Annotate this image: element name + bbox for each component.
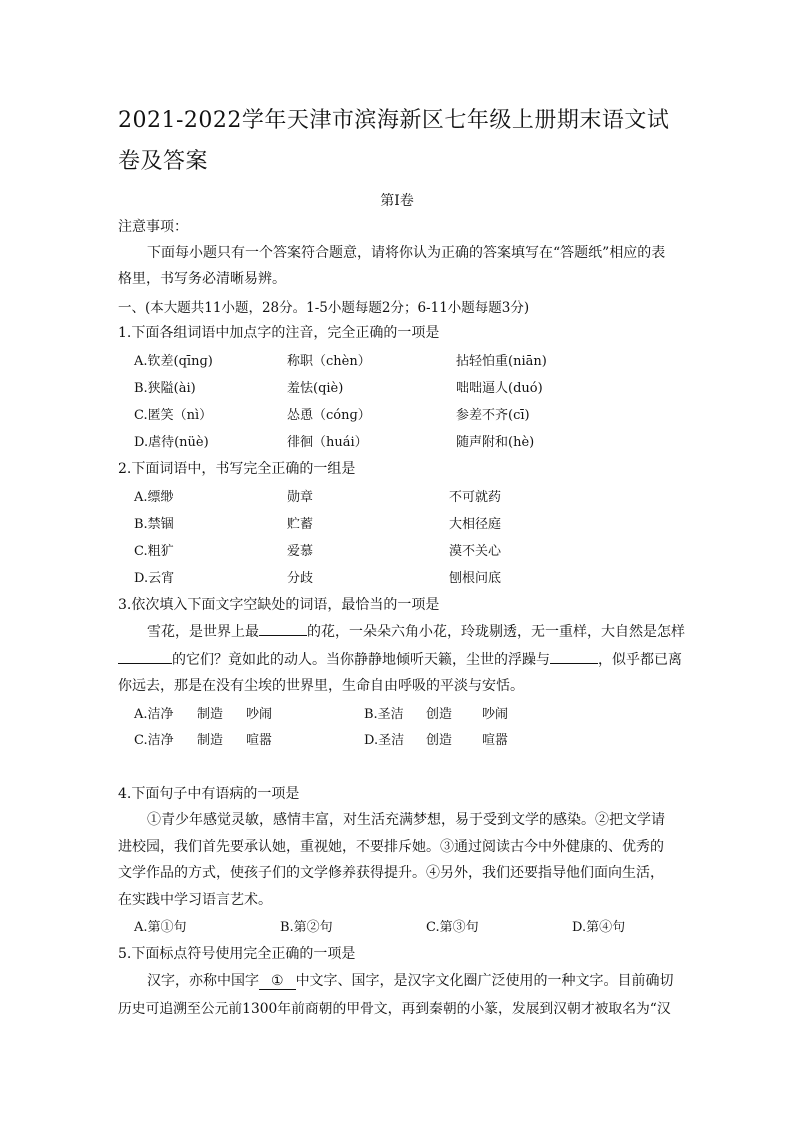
question-1-stem: 1.下面各组词语中加点字的注音，完全正确的一项是 bbox=[118, 325, 440, 341]
option-cell: D.虐待(nüè) bbox=[134, 435, 209, 450]
option-cell: 刨根问底 bbox=[449, 571, 502, 586]
option-cell: 勋章 bbox=[287, 490, 314, 505]
question-4-passage-line: 在实践中学习语言艺术。 bbox=[118, 892, 272, 908]
option-cell: D.云宵 bbox=[134, 571, 175, 586]
option-cell: 大相径庭 bbox=[449, 517, 502, 532]
option-cell: 拈轻怕重(niān) bbox=[456, 354, 547, 369]
page-title: 2021-2022学年天津市滨海新区七年级上册期末语文试卷及答案 bbox=[118, 108, 670, 174]
option-cell: 吵闹 bbox=[246, 707, 273, 722]
option-cell: 不可就药 bbox=[449, 490, 502, 505]
option-cell: 咄咄逼人(duó) bbox=[456, 381, 543, 396]
passage-text: 的花，一朵朵六角小花，玲珑剔透，无一重样，大自然是怎样 bbox=[307, 624, 685, 640]
option-cell: 吵闹 bbox=[482, 707, 509, 722]
punctuation-blank: ① bbox=[259, 973, 296, 990]
option-cell: A.第①句 bbox=[134, 920, 187, 935]
fill-blank bbox=[550, 649, 598, 664]
question-2-stem: 2.下面词语中，书写完全正确的一组是 bbox=[118, 461, 356, 477]
question-3-stem: 3.依次填入下面文字空缺处的词语，最恰当的一项是 bbox=[118, 597, 440, 613]
option-cell: 喧嚣 bbox=[246, 733, 273, 748]
question-5-passage-line: 历史可追溯至公元前1300年前商朝的甲骨文，再到秦朝的小篆，发展到汉朝才被取名为“汉 bbox=[118, 1001, 671, 1017]
option-cell: C.粗犷 bbox=[134, 544, 174, 559]
option-cell: 怂恿（cónɡ） bbox=[287, 408, 371, 423]
option-cell: B.狭隘(ài) bbox=[134, 381, 196, 396]
option-cell: A.钦差(qīnɡ) bbox=[134, 354, 213, 369]
option-cell: A.洁净 bbox=[134, 707, 174, 722]
option-cell: A.缥缈 bbox=[134, 490, 174, 505]
section-heading: 一、(本大题共11小题，28分。1-5小题每题2分；6-11小题每题3分) bbox=[118, 300, 530, 316]
option-cell: B.第②句 bbox=[280, 920, 333, 935]
fill-blank bbox=[118, 649, 172, 664]
option-cell: 徘徊（huái） bbox=[287, 435, 368, 450]
passage-text: 雪花，是世界上最 bbox=[147, 624, 259, 640]
option-cell: 创造 bbox=[426, 707, 453, 722]
question-3-passage-line bbox=[147, 621, 685, 641]
option-cell: 创造 bbox=[426, 733, 453, 748]
passage-text: 的它们？竟如此的动人。当你静静地倾听天籁，尘世的浮躁与 bbox=[172, 652, 550, 668]
option-cell: C.第③句 bbox=[426, 920, 479, 935]
option-cell: 喧嚣 bbox=[482, 733, 509, 748]
option-cell: C.匿笑（nì） bbox=[134, 408, 213, 423]
passage-text: 汉字，亦称中国字 bbox=[147, 973, 259, 989]
question-4-passage-line: 进校园，我们首先要承认她，重视她，不要排斥她。③通过阅读古今中外健康的、优秀的 bbox=[118, 839, 664, 855]
option-cell: 爱慕 bbox=[287, 544, 314, 559]
passage-text: 中文字、国字，是汉字文化圈广泛使用的一种文字。目前确切 bbox=[295, 973, 674, 989]
option-cell: 制造 bbox=[197, 733, 224, 748]
option-cell: 制造 bbox=[197, 707, 224, 722]
notice-line-2: 格里，书写务必清晰易辨。 bbox=[118, 271, 286, 287]
option-cell: D.第④句 bbox=[572, 920, 626, 935]
question-4-passage-line: ①青少年感觉灵敏，感情丰富，对生活充满梦想，易于受到文学的感染。②把文学请 bbox=[147, 812, 665, 828]
question-4-passage-line: 文学作品的方式，使孩子们的文学修养获得提升。④另外，我们还要指导他们面向生活， bbox=[118, 865, 664, 881]
notice-heading: 注意事项： bbox=[118, 219, 188, 235]
passage-text: ，似乎都已离 bbox=[598, 652, 682, 668]
question-3-passage-line bbox=[118, 649, 682, 669]
notice-line-1: 下面每小题只有一个答案符合题意，请将你认为正确的答案填写在“答题纸”相应的表 bbox=[147, 245, 666, 261]
fill-blank bbox=[259, 621, 307, 636]
question-3-passage-line: 你远去，那是在没有尘埃的世界里，生命自由呼吸的平淡与安恬。 bbox=[118, 678, 524, 694]
question-5-stem: 5.下面标点符号使用完全正确的一项是 bbox=[118, 946, 356, 962]
option-cell: 称职（chèn） bbox=[287, 354, 371, 369]
option-cell: 羞怯(qiè) bbox=[287, 381, 344, 396]
question-4-stem: 4.下面句子中有语病的一项是 bbox=[118, 786, 300, 802]
volume-label: 第I卷 bbox=[380, 193, 414, 209]
option-cell: 分歧 bbox=[287, 571, 314, 586]
option-cell: C.洁净 bbox=[134, 733, 174, 748]
option-cell: 漠不关心 bbox=[449, 544, 502, 559]
option-cell: B.禁锢 bbox=[134, 517, 174, 532]
option-cell: 随声附和(hè) bbox=[456, 435, 535, 450]
question-5-passage-line bbox=[147, 970, 674, 990]
option-cell: B.圣洁 bbox=[364, 707, 404, 722]
option-cell: 参差不齐(cī) bbox=[456, 408, 530, 423]
option-cell: 贮蓄 bbox=[287, 517, 314, 532]
option-cell: D.圣洁 bbox=[364, 733, 405, 748]
